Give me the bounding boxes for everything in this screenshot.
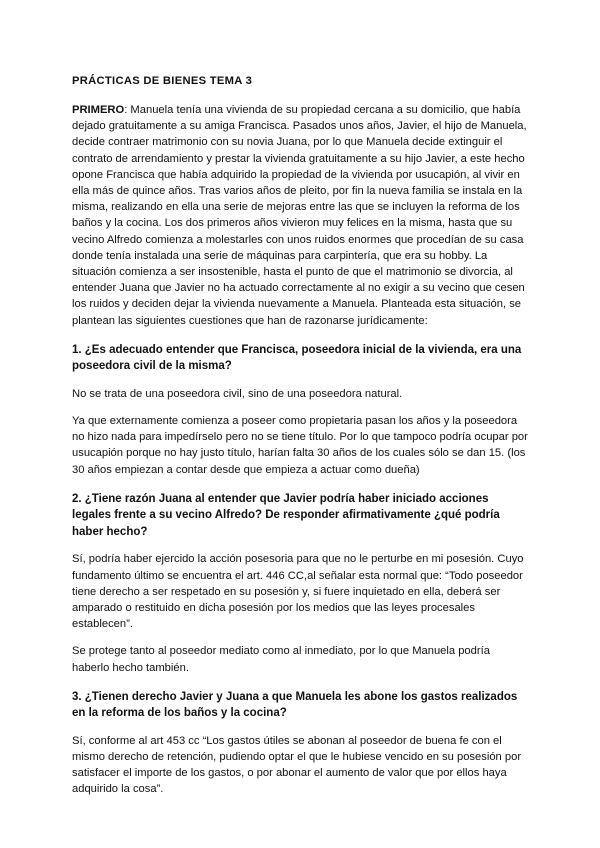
intro-label: PRIMERO <box>72 104 125 116</box>
answer-3a: Sí, conforme al art 453 cc “Los gastos útiles se abonan al poseedor de buena fe con el mismo derecho de retención, pudiendo optar el que le hubiese vencido en su posesión por satisfacer el importe de los gastos, o por abonar el aumento de valor que por ellos haya adquirido la cosa”. <box>72 734 522 796</box>
question-3: 3. ¿Tienen derecho Javier y Juana a que Manuela les abone los gastos realizados en la reforma de los baños y la cocina? <box>72 690 518 720</box>
document-title: PRÁCTICAS DE BIENES TEMA 3 <box>72 75 253 87</box>
answer-1a: No se trata de una poseedora civil, sino de una poseedora natural. <box>72 387 403 400</box>
answer-1b: Ya que externamente comienza a poseer como propietaria pasan los años y la poseedora no hizo nada para impedírselo pero no se tiene título. Por lo que tampoco podría ocupar por usucapión porque no hay justo título, harían falta 30 años de los cuales sólo se dan 15. (los 30 años empiezan a contar desde que empieza a actuar como dueña) <box>72 415 528 476</box>
intro-paragraph <box>72 102 528 329</box>
answer-2b: Se protege tanto al poseedor mediato como al inmediato, por lo que Manuela podría haberlo hecho también. <box>72 645 490 674</box>
question-2: 2. ¿Tiene razón Juana al entender que Javier podría haber iniciado acciones legales frente a su vecino Alfredo? De responder afirmativamente ¿qué podría haber hecho? <box>72 492 500 538</box>
intro-text: : Manuela tenía una vivienda de su propiedad cercana a su domicilio, que había dejado gratuitamente a su amiga Francisca. Pasados unos años, Javier, el hijo de Manuela, decide contraer matrimonio con su novia Juana, por lo que Manuela decide extinguir el contrato de arrendamiento y prestar la vivienda gratuitamente a su hijo Javier, a este hecho opone Francisca que había adquirido la propiedad de la vivienda por usucapión, al vivir en ella más de quince años. Tras varios años de pleito, por fin la nueva familia se instala en la misma, realizando en ella una serie de mejoras entre las que se incluyen la reforma de los baños y la cocina. Los dos primeros años vivieron muy felices en la misma, hasta que su vecino Alfredo comienza a molestarles con unos ruidos enormes que procedían de su casa donde tenía instalada una serie de máquinas para carpintería, que era su hobby. La situación comienza a ser insostenible, hasta el punto de que el matrimonio se divorcia, al entender Juana que Javier no ha actuado correctamente al no exigir a su vecino que cesen los ruidos y deciden dejar la vivienda nuevamente a Manuela. Planteada esta situación, se plantean las siguientes cuestiones que han de razonarse jurídicamente: <box>72 104 527 327</box>
question-1: 1. ¿Es adecuado entender que Francisca, poseedora inicial de la vivienda, era una poseedora civil de la misma? <box>72 343 522 373</box>
answer-2a: Sí, podría haber ejercido la acción posesoria para que no le perturbe en mi posesión. Cuyo fundamento último se encuentra el art. 446 CC,al señalar esta normal que: “Todo poseedor tiene derecho a ser respetado en su posesión y, si fuere inquietado en ella, deberá ser amparado o restituido en dicha posesión por los medios que las leyes procesales establecen”. <box>72 553 524 631</box>
